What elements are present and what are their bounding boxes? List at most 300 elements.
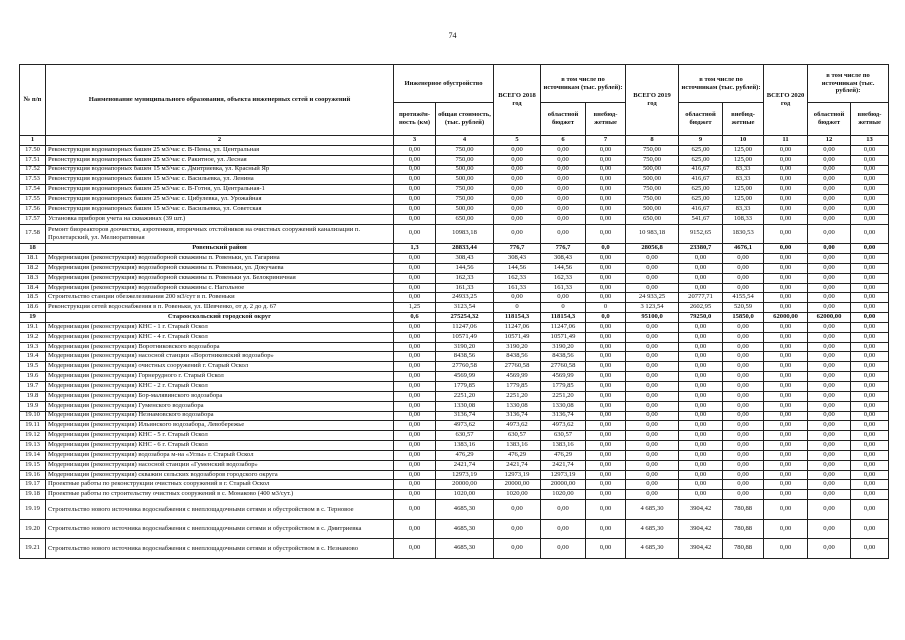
value-cell: 0,00: [586, 155, 626, 165]
value-cell: 0,00: [679, 391, 723, 401]
column-number: 1: [20, 136, 46, 146]
value-cell: 0,00: [851, 421, 889, 431]
value-cell: 0,00: [394, 500, 436, 520]
value-cell: 3190,20: [541, 342, 586, 352]
value-cell: 0,00: [679, 254, 723, 264]
value-cell: 0,00: [679, 283, 723, 293]
value-cell: 541,67: [679, 214, 723, 224]
value-cell: 0,00: [394, 460, 436, 470]
table-body: [20, 136, 889, 559]
value-cell: 0,00: [394, 411, 436, 421]
header-total-2019: ВСЕГО 2019 год: [626, 65, 679, 136]
value-cell: 0,00: [851, 254, 889, 264]
value-cell: 0,00: [851, 352, 889, 362]
value-cell: 0,00: [764, 165, 808, 175]
object-name: Проектные работы по реконструкции очистных сооружений в г. Старый Оскол: [46, 480, 394, 490]
value-cell: 500,00: [436, 165, 494, 175]
value-cell: 144,56: [494, 263, 541, 273]
value-cell: 0,00: [679, 382, 723, 392]
value-cell: 0,00: [394, 263, 436, 273]
row-number: 19.20: [20, 519, 46, 539]
value-cell: 0,00: [541, 293, 586, 303]
value-cell: 0,00: [679, 480, 723, 490]
value-cell: 0,00: [764, 293, 808, 303]
value-cell: 0,00: [808, 362, 851, 372]
value-cell: 3136,74: [494, 411, 541, 421]
value-cell: 0: [494, 303, 541, 313]
value-cell: 0,0: [586, 244, 626, 254]
value-cell: 0,00: [764, 322, 808, 332]
value-cell: 0,00: [586, 391, 626, 401]
value-cell: 0,00: [764, 332, 808, 342]
object-name: Старооскольский городской округ: [46, 313, 394, 323]
value-cell: 0,00: [764, 145, 808, 155]
table-row: [20, 372, 889, 382]
value-cell: 0,00: [808, 155, 851, 165]
value-cell: 750,00: [626, 145, 679, 155]
value-cell: 0,00: [764, 490, 808, 500]
header-extrabudget-2020: внебюд-жетные: [851, 103, 889, 136]
value-cell: 3190,20: [494, 342, 541, 352]
value-cell: 625,00: [679, 185, 723, 195]
value-cell: 0,00: [626, 254, 679, 264]
value-cell: 4569,99: [541, 372, 586, 382]
value-cell: 1779,85: [494, 382, 541, 392]
value-cell: 0,00: [808, 185, 851, 195]
object-name: Модернизация (реконструкция) КНС - 2 г. Старый Оскол: [46, 382, 394, 392]
value-cell: 0,00: [494, 539, 541, 559]
object-name: Модернизация (реконструкция) насосной станции «Воротниковский водозабор»: [46, 352, 394, 362]
value-cell: 650,00: [626, 214, 679, 224]
value-cell: 0,00: [764, 470, 808, 480]
value-cell: 95100,0: [626, 313, 679, 323]
row-number: 19.16: [20, 470, 46, 480]
row-number: 17.56: [20, 204, 46, 214]
header-name: Наименование муниципального образования, объекта инженерных сетей и сооружений: [46, 65, 394, 136]
value-cell: 0,00: [764, 195, 808, 205]
value-cell: 3136,74: [541, 411, 586, 421]
value-cell: 500,00: [436, 175, 494, 185]
value-cell: 0,00: [851, 322, 889, 332]
value-cell: 0,00: [626, 332, 679, 342]
value-cell: 125,00: [723, 155, 764, 165]
value-cell: 0,00: [626, 490, 679, 500]
value-cell: 0,00: [808, 145, 851, 155]
value-cell: 1330,08: [541, 401, 586, 411]
value-cell: 2251,20: [494, 391, 541, 401]
value-cell: 0,00: [679, 322, 723, 332]
row-number: 18.2: [20, 263, 46, 273]
value-cell: 11247,06: [541, 322, 586, 332]
value-cell: 0,00: [679, 401, 723, 411]
value-cell: 2421,74: [494, 460, 541, 470]
value-cell: 20000,00: [436, 480, 494, 490]
value-cell: 20777,71: [679, 293, 723, 303]
object-name: Строительство нового источника водоснабжения с внеплощадочными сетями и обустройством в с. Незнамово: [46, 539, 394, 559]
row-number: 19.3: [20, 342, 46, 352]
column-number: 10: [723, 136, 764, 146]
value-cell: 0,00: [586, 539, 626, 559]
value-cell: 0,00: [394, 391, 436, 401]
value-cell: 0,00: [586, 411, 626, 421]
value-cell: 0,00: [808, 214, 851, 224]
value-cell: 0,00: [394, 372, 436, 382]
value-cell: 83,33: [723, 165, 764, 175]
value-cell: 0,00: [586, 214, 626, 224]
value-cell: 162,33: [436, 273, 494, 283]
row-number: 19.8: [20, 391, 46, 401]
value-cell: 0,00: [851, 490, 889, 500]
value-cell: 750,00: [436, 145, 494, 155]
row-number: 19.2: [20, 332, 46, 342]
value-cell: 1383,16: [541, 441, 586, 451]
value-cell: 0,00: [808, 421, 851, 431]
value-cell: 4676,1: [723, 244, 764, 254]
value-cell: 0,00: [764, 480, 808, 490]
value-cell: 3904,42: [679, 539, 723, 559]
value-cell: 0,00: [808, 460, 851, 470]
column-number: 12: [808, 136, 851, 146]
row-number: 18.1: [20, 254, 46, 264]
value-cell: 0,00: [541, 214, 586, 224]
value-cell: 4685,30: [436, 539, 494, 559]
value-cell: 0,00: [394, 185, 436, 195]
value-cell: 161,33: [436, 283, 494, 293]
value-cell: 0,00: [394, 283, 436, 293]
value-cell: 62000,00: [764, 313, 808, 323]
header-cost: общая стоимость, (тыс. рублей): [436, 103, 494, 136]
value-cell: 0,00: [808, 204, 851, 214]
value-cell: 2251,20: [436, 391, 494, 401]
value-cell: 0,00: [679, 372, 723, 382]
value-cell: 780,88: [723, 539, 764, 559]
value-cell: 0,00: [586, 342, 626, 352]
object-name: Проектные работы по строительству очистных сооружений в с. Монаково (400 м3/сут.): [46, 490, 394, 500]
value-cell: 0,00: [626, 431, 679, 441]
value-cell: 28833,44: [436, 244, 494, 254]
value-cell: 0,00: [586, 460, 626, 470]
value-cell: 0,00: [541, 500, 586, 520]
value-cell: 0,00: [394, 450, 436, 460]
value-cell: 0,00: [808, 244, 851, 254]
value-cell: 0,00: [764, 500, 808, 520]
value-cell: 0,00: [851, 362, 889, 372]
header-engineering: Инженерное обустройство: [394, 65, 494, 103]
value-cell: 1383,16: [494, 441, 541, 451]
value-cell: 0,00: [586, 431, 626, 441]
row-number: 19.5: [20, 362, 46, 372]
value-cell: 0,00: [808, 539, 851, 559]
object-name: Модернизация (реконструкция) Воротниковского водозабора: [46, 342, 394, 352]
column-number: 9: [679, 136, 723, 146]
row-number: 19.11: [20, 421, 46, 431]
value-cell: 0,00: [394, 401, 436, 411]
header-regional-2020: областной бюджет: [808, 103, 851, 136]
value-cell: 0,00: [626, 362, 679, 372]
value-cell: 0,00: [626, 352, 679, 362]
value-cell: 10571,49: [436, 332, 494, 342]
table-row: [20, 490, 889, 500]
value-cell: 0,00: [541, 195, 586, 205]
row-number: 17.57: [20, 214, 46, 224]
object-name: Модернизация (реконструкция) Гуменского водозабора: [46, 401, 394, 411]
value-cell: 11247,06: [494, 322, 541, 332]
value-cell: 0,00: [394, 204, 436, 214]
value-cell: 0,00: [764, 244, 808, 254]
value-cell: 1,3: [394, 244, 436, 254]
value-cell: 0,00: [394, 332, 436, 342]
value-cell: 0,00: [808, 322, 851, 332]
table-row: [20, 500, 889, 520]
value-cell: 0,00: [808, 450, 851, 460]
value-cell: 0,00: [541, 175, 586, 185]
value-cell: 0,00: [679, 352, 723, 362]
row-number: 19.13: [20, 441, 46, 451]
value-cell: 0,00: [494, 185, 541, 195]
value-cell: 776,7: [541, 244, 586, 254]
value-cell: 0,00: [851, 224, 889, 244]
table-row: [20, 342, 889, 352]
section-row: [20, 313, 889, 323]
value-cell: 4973,62: [436, 421, 494, 431]
value-cell: 0,00: [541, 155, 586, 165]
value-cell: 0,00: [679, 263, 723, 273]
table-row: [20, 332, 889, 342]
value-cell: 0,00: [808, 195, 851, 205]
value-cell: 0,00: [764, 539, 808, 559]
value-cell: 416,67: [679, 165, 723, 175]
object-name: Ровеньский район: [46, 244, 394, 254]
object-name: Модернизация (реконструкция) водозаборной скважины с. Нагольное: [46, 283, 394, 293]
value-cell: 0,00: [626, 273, 679, 283]
header-extrabudget-2019: внебюд-жетные: [723, 103, 764, 136]
value-cell: 500,00: [626, 204, 679, 214]
value-cell: 0,00: [494, 145, 541, 155]
value-cell: 0,00: [626, 421, 679, 431]
value-cell: 2421,74: [541, 460, 586, 470]
value-cell: 0,00: [808, 391, 851, 401]
object-name: Реконструкция сетей водоснабжения в п. Ровеньки, ул. Шевченко, от д. 2 до д. 67: [46, 303, 394, 313]
value-cell: 1020,00: [436, 490, 494, 500]
object-name: Реконструкция водонапорных башен 25 м3/час с. В-Готня, ул. Центральная-1: [46, 185, 394, 195]
value-cell: 0,00: [808, 401, 851, 411]
value-cell: 0,00: [764, 391, 808, 401]
table-row: [20, 411, 889, 421]
value-cell: 500,00: [626, 165, 679, 175]
value-cell: 4973,62: [541, 421, 586, 431]
row-number: 17.55: [20, 195, 46, 205]
value-cell: 0,00: [679, 450, 723, 460]
value-cell: 10571,49: [494, 332, 541, 342]
value-cell: 1020,00: [541, 490, 586, 500]
value-cell: 0,00: [764, 263, 808, 273]
table-row: [20, 214, 889, 224]
value-cell: 0,00: [626, 470, 679, 480]
value-cell: 0,00: [851, 539, 889, 559]
value-cell: 0,00: [723, 480, 764, 490]
value-cell: 0,00: [586, 224, 626, 244]
value-cell: 0,00: [808, 382, 851, 392]
table-row: [20, 195, 889, 205]
value-cell: 3190,20: [436, 342, 494, 352]
value-cell: 750,00: [626, 195, 679, 205]
row-number: 17.51: [20, 155, 46, 165]
value-cell: 0,00: [586, 322, 626, 332]
value-cell: 0,00: [723, 490, 764, 500]
row-number: 19.21: [20, 539, 46, 559]
value-cell: 0,00: [851, 204, 889, 214]
value-cell: 10983,18: [436, 224, 494, 244]
table-row: [20, 480, 889, 490]
table-row: [20, 362, 889, 372]
object-name: Модернизация (реконструкция) водозаборной скважины п. Ровеньки ул. Белокриничная: [46, 273, 394, 283]
value-cell: 0,00: [764, 401, 808, 411]
value-cell: 0,00: [586, 204, 626, 214]
object-name: Модернизация (реконструкция) водозаборной скважины п. Ровеньки, ул. Гагарина: [46, 254, 394, 264]
value-cell: 0,00: [679, 490, 723, 500]
value-cell: 0,00: [394, 293, 436, 303]
value-cell: 0,00: [586, 293, 626, 303]
value-cell: 118154,3: [541, 313, 586, 323]
column-number: 6: [541, 136, 586, 146]
value-cell: 0,00: [764, 155, 808, 165]
value-cell: 10 983,18: [626, 224, 679, 244]
value-cell: 0,00: [394, 165, 436, 175]
value-cell: 0,00: [394, 175, 436, 185]
value-cell: 0,00: [394, 145, 436, 155]
value-cell: 0,00: [723, 342, 764, 352]
value-cell: 0,00: [626, 342, 679, 352]
column-number: 11: [764, 136, 808, 146]
value-cell: 4685,30: [436, 519, 494, 539]
value-cell: 780,88: [723, 500, 764, 520]
value-cell: 0,00: [586, 421, 626, 431]
value-cell: 0,00: [808, 254, 851, 264]
column-number: 4: [436, 136, 494, 146]
object-name: Модернизация (реконструкция) скважин сельских водозаборов городского округа: [46, 470, 394, 480]
value-cell: 0,00: [723, 411, 764, 421]
object-name: Модернизация (реконструкция) Горнерудного г. Старый Оскол: [46, 372, 394, 382]
table-row: [20, 273, 889, 283]
row-number: 19.17: [20, 480, 46, 490]
value-cell: 24 933,25: [626, 293, 679, 303]
value-cell: 0,00: [626, 391, 679, 401]
value-cell: 0,00: [679, 421, 723, 431]
value-cell: 24933,25: [436, 293, 494, 303]
row-number: 17.58: [20, 224, 46, 244]
header-num: № п/п: [20, 65, 46, 136]
value-cell: 144,56: [436, 263, 494, 273]
value-cell: 0,00: [764, 204, 808, 214]
value-cell: 0,00: [494, 175, 541, 185]
value-cell: 0,00: [808, 332, 851, 342]
value-cell: 0,00: [764, 362, 808, 372]
value-cell: 0,00: [851, 470, 889, 480]
value-cell: 0,00: [679, 411, 723, 421]
object-name: Строительство нового источника водоснабжения с внеплощадочными сетями и обустройством в с. Терновое: [46, 500, 394, 520]
value-cell: 0,00: [394, 224, 436, 244]
column-number: 5: [494, 136, 541, 146]
value-cell: 0,00: [723, 470, 764, 480]
value-cell: 0,00: [851, 431, 889, 441]
table-row: [20, 519, 889, 539]
value-cell: 500,00: [626, 175, 679, 185]
column-number: 8: [626, 136, 679, 146]
row-number: 17.54: [20, 185, 46, 195]
value-cell: 0,00: [808, 293, 851, 303]
value-cell: 0,00: [541, 539, 586, 559]
value-cell: 83,33: [723, 175, 764, 185]
value-cell: 20000,00: [494, 480, 541, 490]
value-cell: 0,00: [764, 342, 808, 352]
object-name: Модернизация (реконструкция) очистных сооружений г. Старый Оскол: [46, 362, 394, 372]
value-cell: 476,29: [436, 450, 494, 460]
value-cell: 0,00: [764, 441, 808, 451]
object-name: Модернизация (реконструкция) КНС - 5 г. Старый Оскол: [46, 431, 394, 441]
table-row: [20, 431, 889, 441]
value-cell: 0,00: [626, 411, 679, 421]
value-cell: 0,00: [723, 401, 764, 411]
value-cell: 0,00: [679, 460, 723, 470]
value-cell: 23380,7: [679, 244, 723, 254]
value-cell: 630,57: [436, 431, 494, 441]
object-name: Строительство станции обезжелезивания 200 м3/сут в п. Ровеньки: [46, 293, 394, 303]
table-row: [20, 293, 889, 303]
value-cell: 0,00: [808, 490, 851, 500]
value-cell: 0,00: [808, 165, 851, 175]
value-cell: 0,00: [851, 303, 889, 313]
value-cell: 0,00: [723, 421, 764, 431]
value-cell: 0,00: [808, 273, 851, 283]
value-cell: 0,00: [586, 263, 626, 273]
row-number: 19.6: [20, 372, 46, 382]
value-cell: 0,00: [808, 303, 851, 313]
value-cell: 476,29: [494, 450, 541, 460]
value-cell: 0,00: [764, 303, 808, 313]
value-cell: 0,00: [851, 342, 889, 352]
value-cell: 750,00: [436, 155, 494, 165]
column-number-row: [20, 136, 889, 146]
row-number: 18.6: [20, 303, 46, 313]
row-number: 19.10: [20, 411, 46, 421]
value-cell: 0,00: [764, 372, 808, 382]
value-cell: 0: [541, 303, 586, 313]
row-number: 19.7: [20, 382, 46, 392]
value-cell: 500,00: [436, 204, 494, 214]
value-cell: 0,00: [679, 441, 723, 451]
value-cell: 0,00: [586, 332, 626, 342]
value-cell: 0,00: [541, 224, 586, 244]
section-row: [20, 244, 889, 254]
value-cell: 0,00: [851, 411, 889, 421]
header-sources-2019: в том числе по источникам (тыс. рублей):: [679, 65, 764, 103]
table-row: [20, 283, 889, 293]
column-number: 2: [46, 136, 394, 146]
value-cell: 0,00: [851, 332, 889, 342]
value-cell: 0,00: [586, 283, 626, 293]
row-number: 19.18: [20, 490, 46, 500]
value-cell: 0: [586, 303, 626, 313]
value-cell: 0,00: [586, 401, 626, 411]
table-row: [20, 450, 889, 460]
row-number: 19.12: [20, 431, 46, 441]
value-cell: 125,00: [723, 185, 764, 195]
row-number: 17.52: [20, 165, 46, 175]
object-name: Модернизация (реконструкция) КНС - 6 г. Старый Оскол: [46, 441, 394, 451]
value-cell: 0,00: [851, 273, 889, 283]
value-cell: 0,00: [541, 165, 586, 175]
value-cell: 0,00: [394, 214, 436, 224]
